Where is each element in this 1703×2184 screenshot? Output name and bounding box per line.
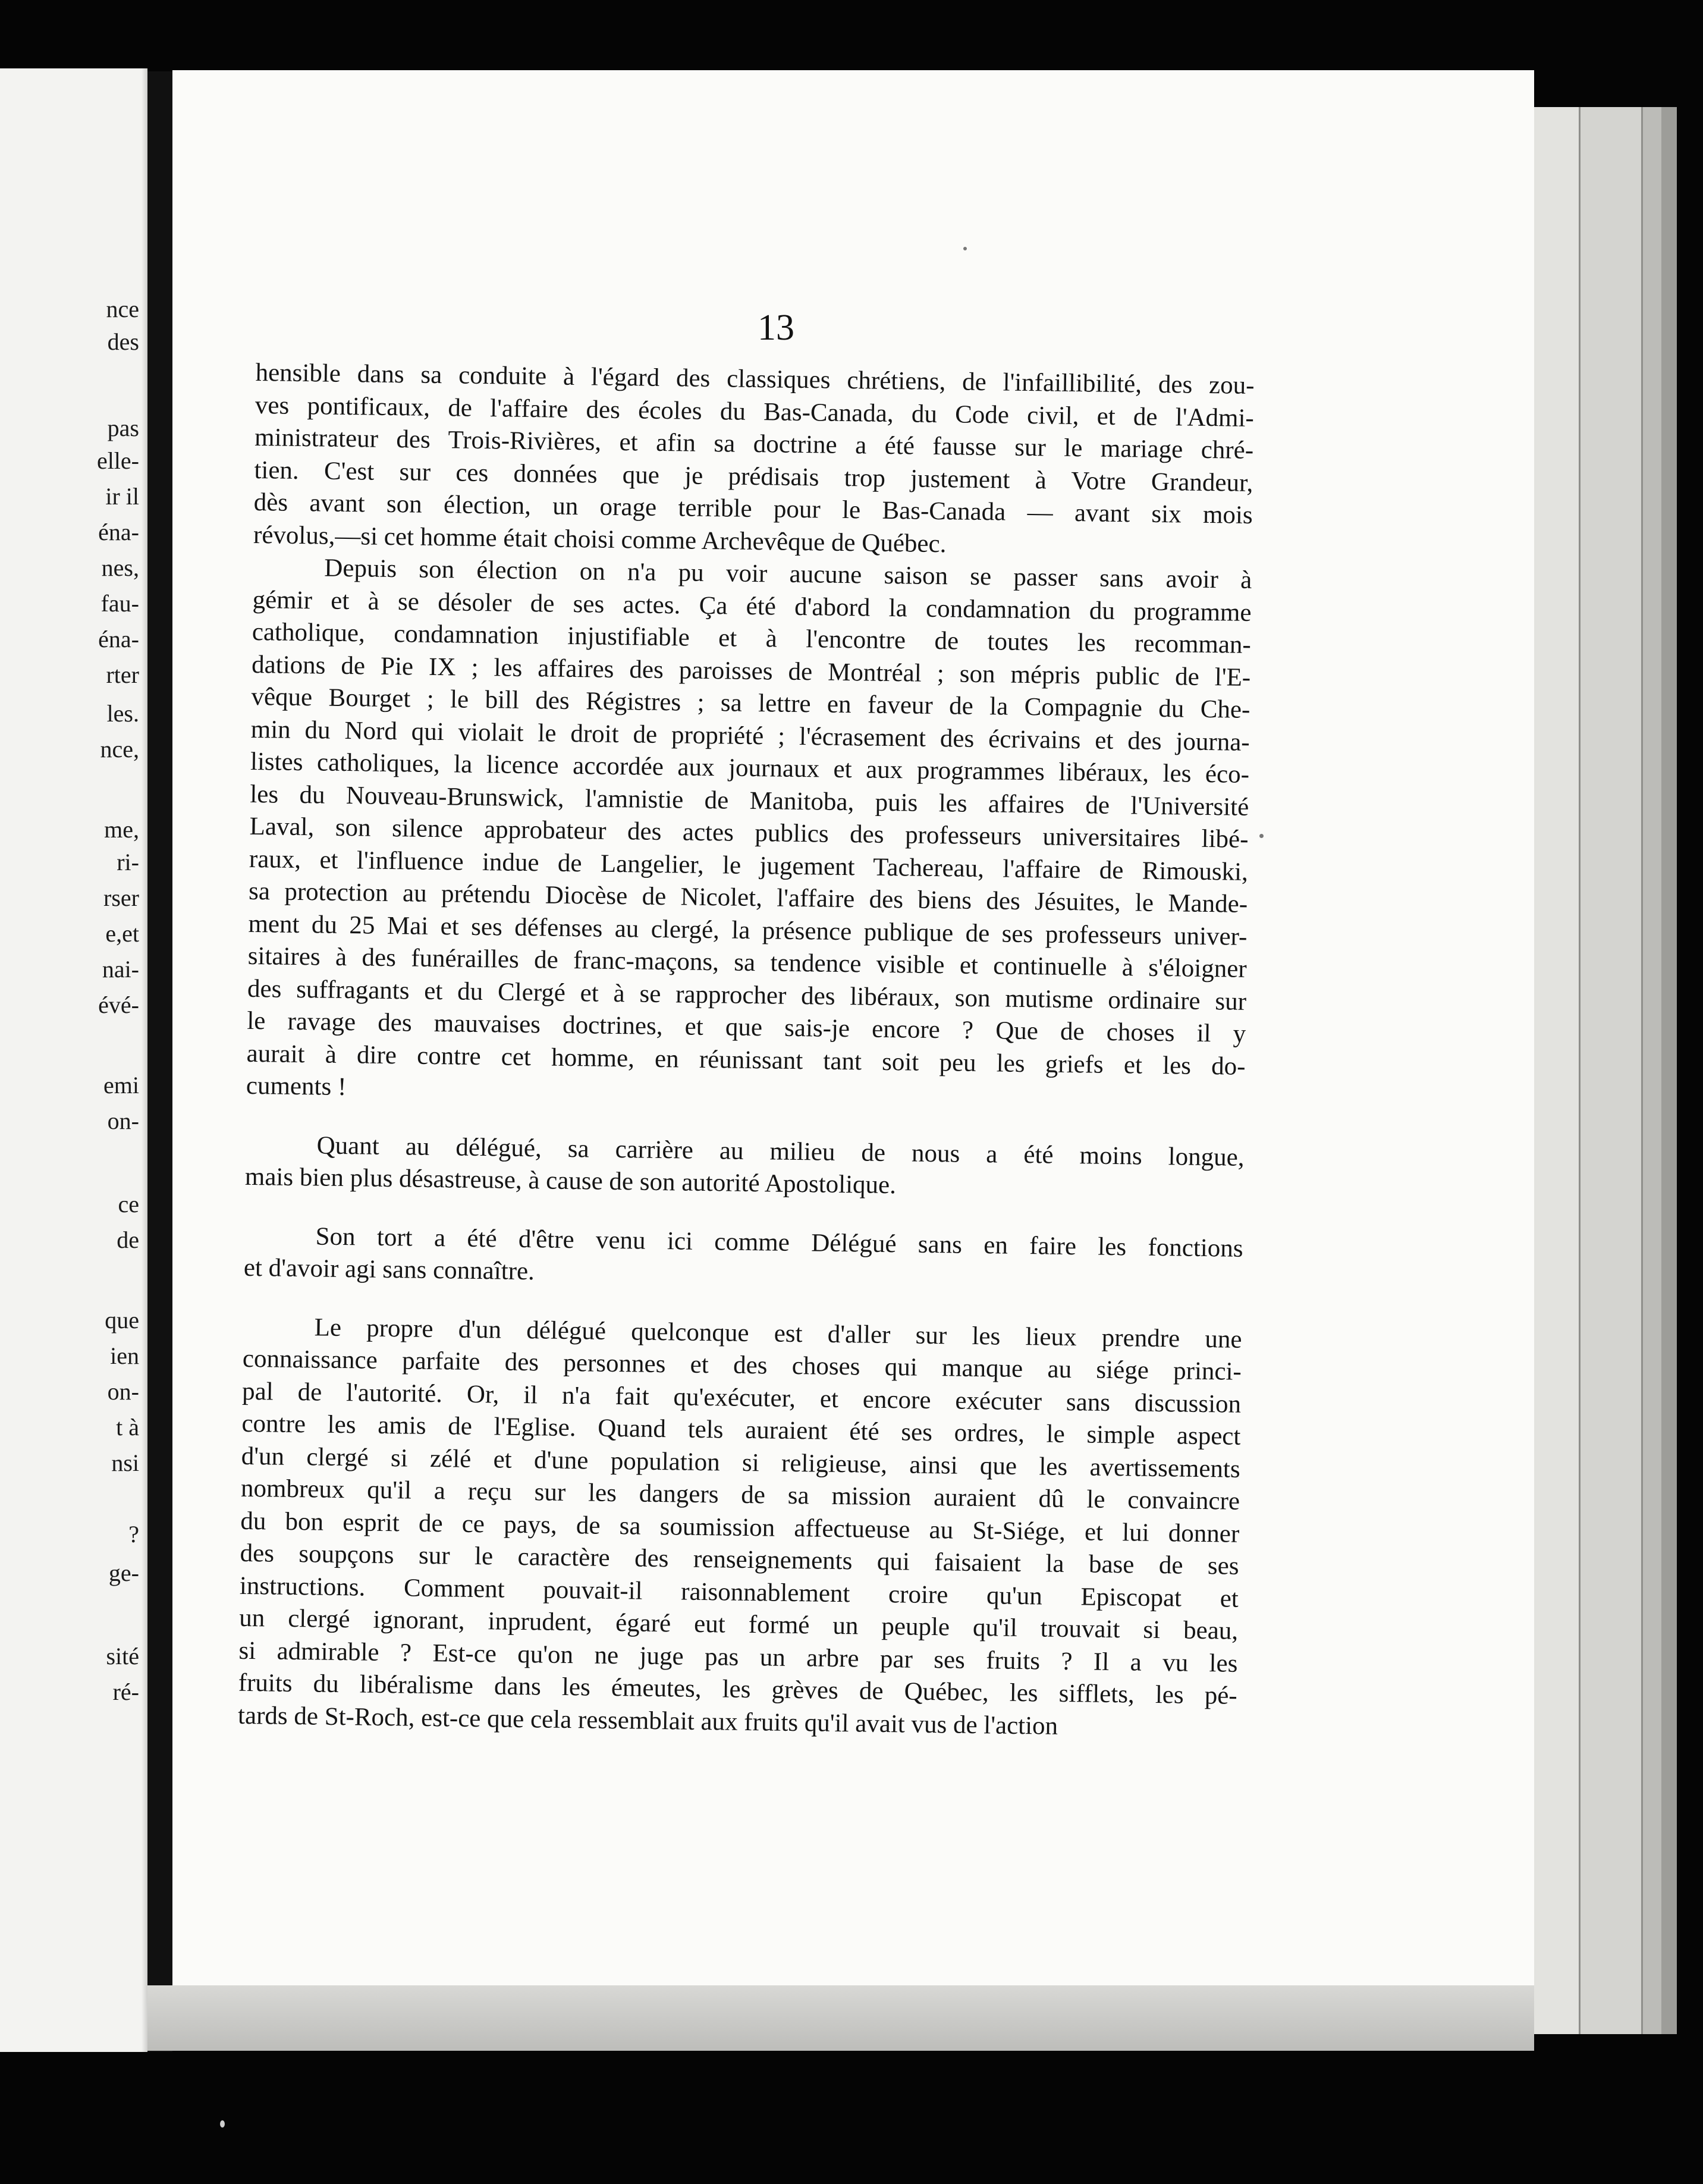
text-line: mais bien plus désastreuse, à cause de son autorité Apostolique. [244, 1162, 897, 1200]
page-edge-line [1579, 107, 1581, 2034]
left-page-text-fragment: me, [104, 816, 139, 843]
left-page-text-fragment: ? [128, 1521, 139, 1548]
text-line: Laval, son silence approbateur des actes publics des professeurs universitaires libé- [249, 812, 1249, 853]
left-page-text-fragment: emi [103, 1072, 139, 1099]
dust-speck [963, 247, 967, 250]
dust-speck [1259, 834, 1264, 838]
text-line: d'un clergé si zélé et d'une population si religieuse, ainsi que les avertissements [241, 1442, 1240, 1483]
left-page-text-fragment: les. [106, 700, 139, 727]
text-line: du bon esprit de ce pays, de sa soumission affectueuse au St-Siége, et lui donner [240, 1507, 1240, 1548]
text-line: ment du 25 Mai et ses défenses au clergé, la présence publique de ses professeurs univer- [248, 909, 1248, 951]
left-page-text-fragment: de [117, 1226, 139, 1253]
left-page-text-fragment: ien [110, 1342, 139, 1369]
text-line: connaissance parfaite des personnes et des choses qui manque au siége princi- [242, 1344, 1242, 1386]
left-page-text-fragment: nai- [102, 956, 139, 983]
text-line: et d'avoir agi sans connaître. [243, 1253, 535, 1286]
left-page-text-fragment: ce [118, 1191, 139, 1217]
text-line: fruits du libéralisme dans les émeutes, les grèves de Québec, les sifflets, les pé- [238, 1668, 1237, 1710]
text-line: tards de St-Roch, est-ce que cela ressemblait aux fruits qu'il avait vus de l'action [237, 1701, 1058, 1740]
text-line: gémir et à se désoler de ses actes. Ça été d'abord la condamnation du programme [252, 585, 1252, 627]
left-page-text-fragment: nes, [101, 554, 139, 581]
page-edge-strip [1579, 107, 1641, 2034]
page-edge-strip [1661, 107, 1677, 2034]
text-line: révolus,—si cet homme était choisi comme Archevêque de Québec. [253, 520, 947, 558]
left-page-text-fragment: on- [107, 1107, 139, 1134]
text-line: les du Nouveau-Brunswick, l'amnistie de Manitoba, puis les affaires de l'Université [250, 780, 1249, 821]
text-line: si admirable ? Est-ce qu'on ne juge pas un arbre par ses fruits ? Il a vu les [238, 1636, 1238, 1678]
page-bottom-shadow [147, 1985, 1534, 2051]
page-edge-line [1641, 107, 1643, 2034]
text-line: des soupçons sur le caractère des renseignements qui faisaient la base de ses [240, 1539, 1239, 1580]
text-line: sa protection au prétendu Diocèse de Nicolet, l'affaire des biens des Jésuites, le Mande- [248, 877, 1248, 918]
text-line: nombreux qu'il a reçu sur les dangers de sa mission auraient dû le convaincre [240, 1474, 1240, 1515]
text-line: listes catholiques, la licence accordée aux journaux et aux programmes libéraux, les éco- [250, 747, 1250, 789]
text-line: aurait à dire contre cet homme, en réunissant tant soit peu les griefs et les do- [246, 1039, 1246, 1081]
text-line: cuments ! [246, 1071, 347, 1102]
text-line: dations de Pie IX ; les affaires des paroisses de Montréal ; son mépris public de l'E- [251, 650, 1251, 692]
text-line: hensible dans sa conduite à l'égard des classiques chrétiens, de l'infaillibilité, des zou- [255, 358, 1255, 400]
left-page-text-fragment: ri- [117, 849, 139, 876]
left-page-text-fragment: rter [106, 661, 139, 688]
text-line: Quant au délégué, sa carrière au milieu de nous a été moins longue, [316, 1131, 1245, 1172]
dust-speck [220, 2120, 225, 2127]
page-edge-strip [1641, 107, 1661, 2034]
left-page-text-fragment: des [107, 328, 139, 355]
text-line: Le propre d'un délégué quelconque est d'aller sur les lieux prendre une [314, 1313, 1242, 1354]
left-page-text-fragment: nce, [100, 736, 139, 762]
page-number: 13 [758, 307, 794, 348]
left-page-text-fragment: rser [103, 884, 139, 911]
text-line: un clergé ignorant, inprudent, égaré eut formé un peuple qu'il trouvait si beau, [238, 1604, 1239, 1645]
text-line: vêque Bourget ; le bill des Régistres ; sa lettre en faveur de la Compagnie du Che- [251, 682, 1250, 724]
left-page-text-fragment: ge- [108, 1559, 139, 1586]
gutter-shadow [142, 68, 147, 2052]
text-line: ves pontificaux, de l'affaire des écoles du Bas-Canada, du Code civil, et de l'Admi- [254, 391, 1255, 432]
left-page-fragment [0, 68, 147, 2052]
left-page-text-fragment: t à [116, 1414, 139, 1441]
book-binding [147, 71, 172, 2052]
left-page-text-fragment: que [105, 1307, 139, 1333]
text-line: raux, et l'influence indue de Langelier, le jugement Tachereau, l'affaire de Rimouski, [249, 845, 1249, 886]
left-page-text-fragment: pas [107, 415, 139, 441]
left-page-text-fragment: évé- [98, 991, 139, 1018]
text-line: Depuis son élection on n'a pu voir aucune saison se passer sans avoir à [324, 554, 1252, 594]
left-page-text-fragment: sité [106, 1643, 139, 1670]
text-line: dès avant son élection, un orage terrible pour le Bas-Canada — avant six mois [253, 488, 1253, 529]
left-page-text-fragment: éna- [98, 519, 139, 545]
left-page-text-fragment: éna- [98, 626, 139, 652]
text-line: pal de l'autorité. Or, il n'a fait qu'exécuter, et encore exécuter sans discussion [241, 1377, 1242, 1419]
left-page-text-fragment: e,et [105, 920, 139, 947]
text-line: des suffragants et du Clergé et à se rapprocher des libéraux, son mutisme ordinaire sur [247, 974, 1247, 1016]
left-page-text-fragment: ré- [112, 1678, 139, 1705]
text-line: tien. C'est sur ces données que je prédisais trop justement à Votre Grandeur, [254, 456, 1253, 497]
left-page-text-fragment: elle- [96, 447, 139, 474]
text-line: Son tort a été d'être venu ici comme Délégué sans en faire les fonctions [315, 1222, 1243, 1263]
left-page-text-fragment: nsi [111, 1449, 139, 1476]
left-page-text-fragment: nce [106, 296, 139, 322]
text-line: catholique, condamnation injustifiable et à l'encontre de toutes les recomman- [252, 617, 1252, 659]
text-line: le ravage des mauvaises doctrines, et que sais-je encore ? Que de choses il y [247, 1006, 1246, 1048]
left-page-text-fragment: ir il [105, 483, 139, 510]
text-line: ministrateur des Trois-Rivières, et afin sa doctrine a été fausse sur le mariage chré- [254, 423, 1254, 465]
page-body-text [238, 357, 1255, 1745]
text-line: instructions. Comment pouvait-il raisonnablement croire qu'un Episcopat et [239, 1571, 1239, 1613]
left-page-text-fragment: on- [107, 1378, 139, 1405]
text-line: min du Nord qui violait le droit de propriété ; l'écrasement des écrivains et des journa- [250, 715, 1250, 757]
text-line: sitaires à des funérailles de franc-maçons, sa tendence visible et continuelle à s'éloigner [247, 942, 1247, 983]
left-page-text-fragment: fau- [100, 590, 139, 617]
text-line: contre les amis de l'Eglise. Quand tels auraient été ses ordres, le simple aspect [241, 1409, 1241, 1451]
